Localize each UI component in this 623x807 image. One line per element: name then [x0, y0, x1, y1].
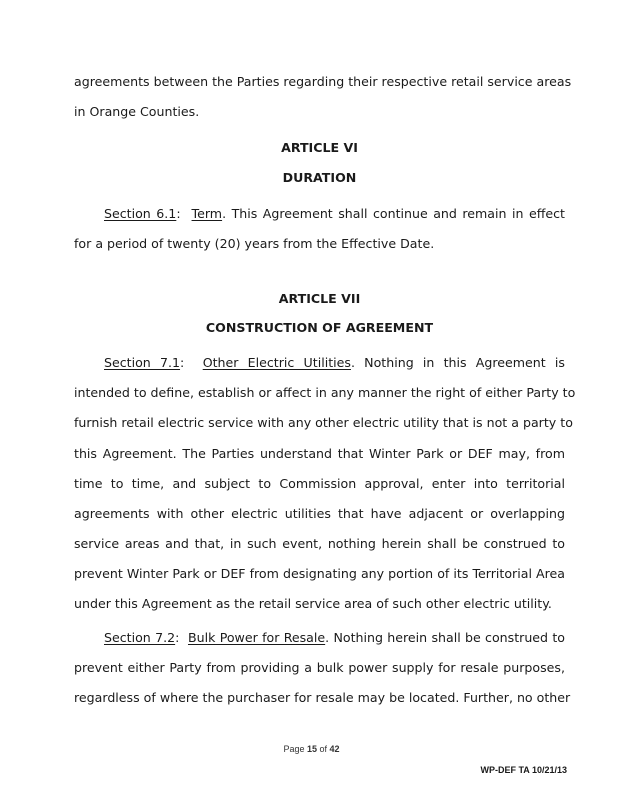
body-text-line: furnish retail electric service with any other electric utility that is not a party to [74, 415, 573, 430]
section-text: . Nothing in this Agreement is [350, 355, 565, 370]
body-text-line: prevent either Party from providing a bulk power supply for resale purposes, [74, 660, 565, 675]
section-label: Section 6.1 [104, 206, 177, 221]
body-text-line: agreements between the Parties regarding their respective retail service areas [74, 74, 572, 89]
section-label: Section 7.1 [104, 355, 181, 370]
section-label: Section 7.2 [104, 630, 176, 645]
section-title: Other Electric Utilities [202, 355, 351, 370]
section-colon: : [175, 630, 180, 645]
body-text-line: regardless of where the purchaser for resale may be located. Further, no other [74, 690, 571, 705]
section-6-1-line [74, 206, 565, 222]
section-text: . Nothing herein shall be construed to [325, 630, 565, 645]
body-text-line: in Orange Counties. [74, 104, 200, 119]
body-text-line: agreements with other electric utilities that have adjacent or overlapping [74, 506, 565, 521]
page-total: 42 [329, 744, 340, 754]
section-7-1-line [74, 355, 565, 371]
section-title: Term [191, 206, 223, 221]
body-text-line: time to time, and subject to Commission approval, enter into territorial [74, 476, 565, 491]
section-text: . This Agreement shall continue and remain in effect [222, 206, 565, 221]
section-title: Bulk Power for Resale [187, 630, 326, 645]
body-text-line: this Agreement. The Parties understand that Winter Park or DEF may, from [74, 446, 565, 461]
article-title: DURATION [282, 170, 357, 185]
page-number [0, 744, 623, 754]
section-colon: : [180, 355, 185, 370]
document-reference: WP-DEF TA 10/21/13 [480, 765, 567, 775]
body-text-line: service areas and that, in such event, nothing herein shall be construed to [74, 536, 565, 551]
body-text-line: prevent Winter Park or DEF from designating any portion of its Territorial Area [74, 566, 565, 581]
body-text-line: for a period of twenty (20) years from the Effective Date. [74, 236, 435, 251]
article-heading: ARTICLE VII [278, 291, 361, 306]
section-7-2-line [74, 630, 565, 646]
body-text-line: intended to define, establish or affect in any manner the right of either Party to [74, 385, 576, 400]
article-heading: ARTICLE VI [281, 140, 358, 155]
body-text-line: under this Agreement as the retail service area of such other electric utility. [74, 596, 552, 611]
page-prefix: Page [283, 744, 307, 754]
page-current: 15 [306, 744, 317, 754]
article-title: CONSTRUCTION OF AGREEMENT [205, 320, 434, 335]
page-of: of [317, 744, 330, 754]
section-colon: : [176, 206, 181, 221]
